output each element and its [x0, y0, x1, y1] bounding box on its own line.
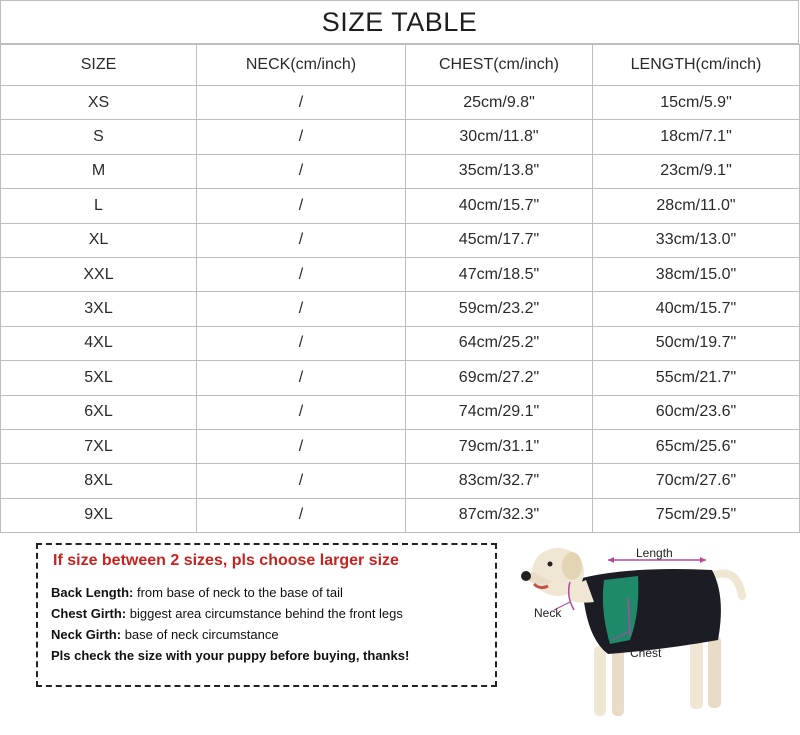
header-size: SIZE	[1, 45, 197, 86]
size-cell: S	[1, 120, 197, 154]
chest-label: Chest	[630, 646, 662, 660]
chest-cell: 79cm/31.1"	[406, 429, 593, 463]
table-header-row	[1, 45, 800, 86]
table-row	[1, 292, 800, 326]
table-row	[1, 498, 800, 532]
neck-label: Neck	[534, 606, 562, 620]
chest-cell: 30cm/11.8"	[406, 120, 593, 154]
header-length: LENGTH(cm/inch)	[593, 45, 800, 86]
table-body	[1, 86, 800, 533]
length-cell: 60cm/23.6"	[593, 395, 800, 429]
table-row	[1, 464, 800, 498]
neck-cell: /	[197, 292, 406, 326]
dog-illustration	[512, 536, 800, 730]
dog-measurement-diagram	[512, 536, 800, 730]
length-cell: 55cm/21.7"	[593, 361, 800, 395]
header-neck: NECK(cm/inch)	[197, 45, 406, 86]
size-cell: 7XL	[1, 429, 197, 463]
size-cell: 4XL	[1, 326, 197, 360]
table-row	[1, 326, 800, 360]
chest-cell: 69cm/27.2"	[406, 361, 593, 395]
length-cell: 33cm/13.0"	[593, 223, 800, 257]
chest-cell: 74cm/29.1"	[406, 395, 593, 429]
back-length-note	[51, 585, 343, 600]
length-cell: 75cm/29.5"	[593, 498, 800, 532]
size-cell: L	[1, 189, 197, 223]
size-cell: 8XL	[1, 464, 197, 498]
chest-cell: 83cm/32.7"	[406, 464, 593, 498]
chest-cell: 87cm/32.3"	[406, 498, 593, 532]
chest-girth-text: biggest area circumstance behind the front legs	[126, 606, 403, 621]
neck-cell: /	[197, 361, 406, 395]
header-chest: CHEST(cm/inch)	[406, 45, 593, 86]
table-row	[1, 429, 800, 463]
size-table	[0, 44, 800, 533]
table-row	[1, 361, 800, 395]
chest-cell: 40cm/15.7"	[406, 189, 593, 223]
length-cell: 40cm/15.7"	[593, 292, 800, 326]
table-row	[1, 120, 800, 154]
table-row	[1, 154, 800, 188]
page-title: SIZE TABLE	[0, 0, 799, 44]
chest-cell: 59cm/23.2"	[406, 292, 593, 326]
table-row	[1, 257, 800, 291]
size-cell: XL	[1, 223, 197, 257]
neck-girth-label: Neck Girth:	[51, 627, 122, 642]
chest-cell: 45cm/17.7"	[406, 223, 593, 257]
neck-cell: /	[197, 154, 406, 188]
table-row	[1, 189, 800, 223]
length-cell: 38cm/15.0"	[593, 257, 800, 291]
length-cell: 70cm/27.6"	[593, 464, 800, 498]
size-cell: 3XL	[1, 292, 197, 326]
neck-cell: /	[197, 429, 406, 463]
neck-girth-text: base of neck circumstance	[121, 627, 279, 642]
neck-cell: /	[197, 326, 406, 360]
neck-cell: /	[197, 223, 406, 257]
length-cell: 65cm/25.6"	[593, 429, 800, 463]
chest-cell: 25cm/9.8"	[406, 86, 593, 120]
chest-girth-note	[51, 606, 403, 621]
size-cell: 9XL	[1, 498, 197, 532]
length-cell: 15cm/5.9"	[593, 86, 800, 120]
size-warning: If size between 2 sizes, pls choose larger size	[53, 552, 399, 569]
check-size-note: Pls check the size with your puppy before buying, thanks!	[51, 648, 410, 663]
neck-cell: /	[197, 395, 406, 429]
back-length-text: from base of neck to the base of tail	[133, 585, 343, 600]
table-row	[1, 223, 800, 257]
neck-cell: /	[197, 498, 406, 532]
neck-cell: /	[197, 86, 406, 120]
neck-cell: /	[197, 464, 406, 498]
table-row	[1, 395, 800, 429]
size-cell: M	[1, 154, 197, 188]
chest-girth-label: Chest Girth:	[51, 606, 127, 621]
length-cell: 18cm/7.1"	[593, 120, 800, 154]
chest-cell: 64cm/25.2"	[406, 326, 593, 360]
table-row	[1, 86, 800, 120]
neck-cell: /	[197, 120, 406, 154]
size-cell: 5XL	[1, 361, 197, 395]
length-cell: 28cm/11.0"	[593, 189, 800, 223]
length-cell: 23cm/9.1"	[593, 154, 800, 188]
neck-girth-note	[51, 627, 279, 642]
neck-cell: /	[197, 257, 406, 291]
size-note-box	[36, 543, 497, 687]
chest-cell: 35cm/13.8"	[406, 154, 593, 188]
back-length-label: Back Length:	[51, 585, 134, 600]
size-cell: XS	[1, 86, 197, 120]
size-cell: XXL	[1, 257, 197, 291]
chest-cell: 47cm/18.5"	[406, 257, 593, 291]
length-label: Length	[636, 546, 673, 560]
length-cell: 50cm/19.7"	[593, 326, 800, 360]
size-cell: 6XL	[1, 395, 197, 429]
neck-cell: /	[197, 189, 406, 223]
